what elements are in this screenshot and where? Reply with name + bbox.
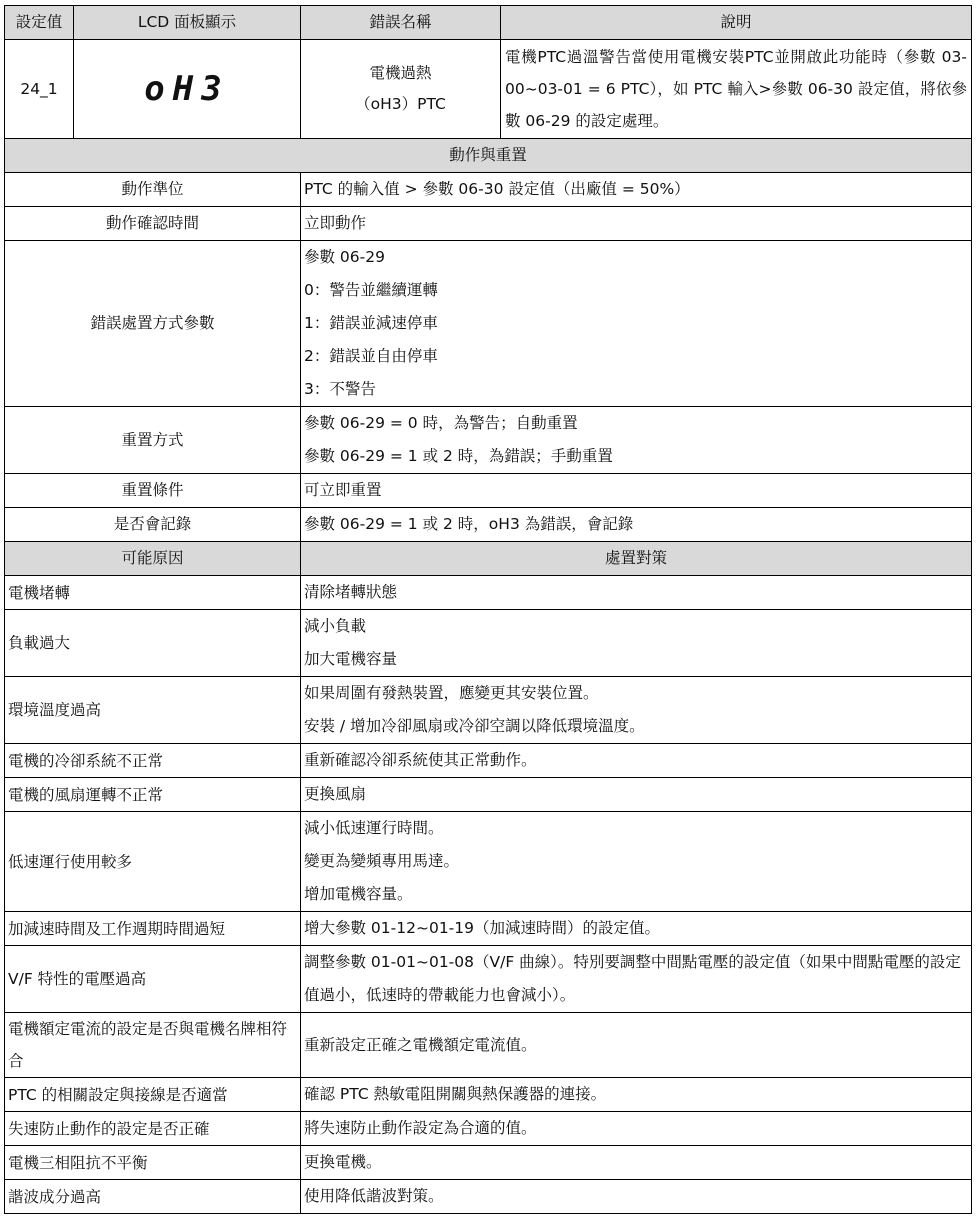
cause-action-line: 減小負載 bbox=[304, 617, 367, 635]
action-row bbox=[5, 508, 972, 542]
action-label: 重置條件 bbox=[5, 474, 301, 508]
fault-name-line2: （oH3）PTC bbox=[355, 95, 446, 113]
action-value-line: 2：錯誤並自由停車 bbox=[304, 347, 438, 365]
action-label: 錯誤處置方式參數 bbox=[5, 241, 301, 407]
fault-table bbox=[4, 5, 972, 1214]
cause-action-line: 清除堵轉狀態 bbox=[304, 583, 398, 601]
cause-text: 電機的冷卻系統不正常 bbox=[5, 744, 301, 778]
cause-action-line: 增大參數 01-12~01-19（加減速時間）的設定值。 bbox=[304, 919, 660, 937]
cause-text: 電機的風扇運轉不正常 bbox=[5, 778, 301, 812]
cause-actions bbox=[301, 1146, 972, 1180]
header-description: 說明 bbox=[501, 6, 972, 40]
cause-action-line: 確認 PTC 熱敏電阻開關與熱保護器的連接。 bbox=[304, 1085, 607, 1103]
action-value-line: 可立即重置 bbox=[304, 481, 382, 499]
action-section-title: 動作與重置 bbox=[5, 139, 972, 173]
cause-action-line: 加大電機容量 bbox=[304, 650, 398, 668]
action-value-line: 參數 06-29 = 0 時，為警告；自動重置 bbox=[304, 414, 578, 432]
action-label: 動作確認時間 bbox=[5, 207, 301, 241]
cause-row bbox=[5, 778, 972, 812]
cause-row bbox=[5, 677, 972, 744]
action-label: 重置方式 bbox=[5, 407, 301, 474]
cause-row bbox=[5, 1146, 972, 1180]
cause-text: 諧波成分過高 bbox=[5, 1180, 301, 1214]
action-value-line: 0：警告並繼續運轉 bbox=[304, 281, 438, 299]
cause-row bbox=[5, 1013, 972, 1078]
action-row bbox=[5, 173, 972, 207]
lcd-display: oH3 bbox=[74, 40, 301, 139]
cause-actions bbox=[301, 1013, 972, 1078]
cause-row bbox=[5, 912, 972, 946]
cause-actions bbox=[301, 744, 972, 778]
cause-text: 環境溫度過高 bbox=[5, 677, 301, 744]
cause-actions bbox=[301, 610, 972, 677]
cause-text: V/F 特性的電壓過高 bbox=[5, 946, 301, 1013]
cause-action-line: 重新設定正確之電機額定電流值。 bbox=[304, 1035, 537, 1054]
action-value bbox=[301, 508, 972, 542]
action-row bbox=[5, 207, 972, 241]
cause-action-line: 變更為變頻專用馬達。 bbox=[304, 852, 460, 870]
cause-row bbox=[5, 946, 972, 1013]
header-setting: 設定值 bbox=[5, 6, 74, 40]
action-value-line: 立即動作 bbox=[304, 214, 367, 232]
action-value-line: 參數 06-29 = 1 或 2 時，oH3 為錯誤，會記錄 bbox=[304, 515, 634, 533]
action-label: 動作準位 bbox=[5, 173, 301, 207]
cause-actions bbox=[301, 946, 972, 1013]
fault-row bbox=[5, 40, 972, 139]
cause-action-line: 重新確認冷卻系統使其正常動作。 bbox=[304, 751, 537, 769]
cause-actions bbox=[301, 677, 972, 744]
action-row bbox=[5, 407, 972, 474]
cause-header: 可能原因 bbox=[5, 542, 301, 576]
cause-text: 負載過大 bbox=[5, 610, 301, 677]
action-value-line: PTC 的輸入值 > 參數 06-30 設定值（出廠值 = 50%） bbox=[304, 180, 690, 198]
action-value bbox=[301, 173, 972, 207]
action-value-line: 3：不警告 bbox=[304, 380, 376, 398]
cause-actions bbox=[301, 1180, 972, 1214]
cause-actions bbox=[301, 912, 972, 946]
cause-text: 電機額定電流的設定是否與電機名牌相符合 bbox=[5, 1013, 301, 1078]
cause-action-line: 減小低速運行時間。 bbox=[304, 819, 444, 837]
action-row bbox=[5, 474, 972, 508]
cause-row bbox=[5, 1180, 972, 1214]
section-header-action bbox=[5, 139, 972, 173]
header-error-name: 錯誤名稱 bbox=[301, 6, 501, 40]
cause-action-line: 將失速防止動作設定為合適的值。 bbox=[304, 1119, 537, 1137]
action-value bbox=[301, 474, 972, 508]
cause-actions bbox=[301, 576, 972, 610]
cause-body bbox=[5, 576, 972, 1214]
cause-text: 失速防止動作的設定是否正確 bbox=[5, 1112, 301, 1146]
fault-name-line1: 電機過熱 bbox=[369, 64, 432, 82]
fault-description: 電機PTC過溫警告當使用電機安裝PTC並開啟此功能時（參數 03-00~03-01 = 6 PTC），如 PTC 輸入>參數 06-30 設定值，將依參數 06-29 的設定處理。 bbox=[501, 40, 972, 139]
action-value-line: 參數 06-29 bbox=[304, 248, 385, 266]
fault-name bbox=[301, 40, 501, 139]
cause-row bbox=[5, 610, 972, 677]
cause-row bbox=[5, 1112, 972, 1146]
cause-action-line: 更換風扇 bbox=[304, 785, 367, 803]
cause-action-line: 更換電機。 bbox=[304, 1153, 382, 1171]
cause-actions bbox=[301, 1112, 972, 1146]
cause-row bbox=[5, 1078, 972, 1112]
cause-text: 加減速時間及工作週期時間過短 bbox=[5, 912, 301, 946]
cause-text: PTC 的相關設定與接線是否適當 bbox=[5, 1078, 301, 1112]
cause-text: 低速運行使用較多 bbox=[5, 812, 301, 912]
cause-action-line: 如果周圍有發熱裝置，應變更其安裝位置。 bbox=[304, 684, 599, 702]
fault-setting: 24_1 bbox=[5, 40, 74, 139]
cause-actions bbox=[301, 1078, 972, 1112]
cause-action-line: 增加電機容量。 bbox=[304, 885, 413, 903]
cause-action-line: 安裝 / 增加冷卻風扇或冷卻空調以降低環境溫度。 bbox=[304, 717, 645, 735]
header-lcd: LCD 面板顯示 bbox=[74, 6, 301, 40]
action-value-line: 參數 06-29 = 1 或 2 時，為錯誤；手動重置 bbox=[304, 447, 613, 465]
action-label: 是否會記錄 bbox=[5, 508, 301, 542]
cause-action-line: 調整參數 01-01~01-08（V/F 曲線）。特別要調整中間點電壓的設定值（如果中間點電壓的設定值過小，低速時的帶載能力也會減小）。 bbox=[304, 953, 961, 1004]
action-value bbox=[301, 207, 972, 241]
cause-actions bbox=[301, 812, 972, 912]
action-header: 處置對策 bbox=[301, 542, 972, 576]
cause-text: 電機三相阻抗不平衡 bbox=[5, 1146, 301, 1180]
cause-text: 電機堵轉 bbox=[5, 576, 301, 610]
cause-action-line: 使用降低諧波對策。 bbox=[304, 1187, 444, 1205]
cause-row bbox=[5, 576, 972, 610]
action-value bbox=[301, 407, 972, 474]
cause-actions bbox=[301, 778, 972, 812]
action-row bbox=[5, 241, 972, 407]
cause-header-row bbox=[5, 542, 972, 576]
action-body bbox=[5, 173, 972, 542]
action-value-line: 1：錯誤並減速停車 bbox=[304, 314, 438, 332]
cause-row bbox=[5, 812, 972, 912]
action-value bbox=[301, 241, 972, 407]
table-header-row bbox=[5, 6, 972, 40]
cause-row bbox=[5, 744, 972, 778]
